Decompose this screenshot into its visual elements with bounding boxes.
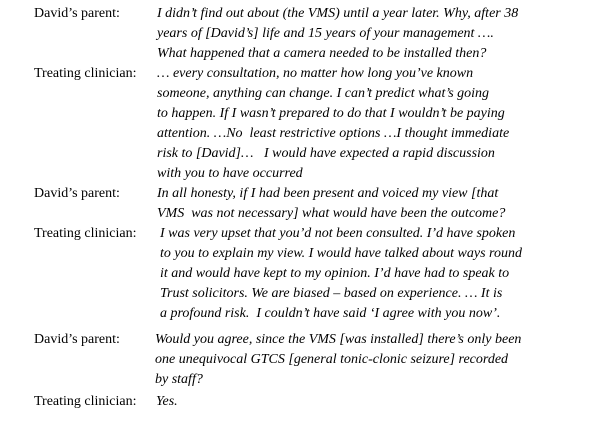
utterance-line: a profound risk. I couldn’t have said ‘I agree with you now’.: [160, 306, 501, 321]
utterance-line: risk to [David]… I would have expected a rapid discussion: [157, 146, 495, 161]
utterance-line: one unequivocal GTCS [general tonic-clonic seizure] recorded: [155, 352, 509, 367]
speaker-label: Treating clinician:: [34, 66, 137, 81]
utterance-line: to you to explain my view. I would have talked about ways round: [160, 246, 522, 261]
utterance-line: years of [David’s] life and 15 years of your management ….: [157, 26, 494, 41]
utterance-line: VMS was not necessary] what would have been the outcome?: [157, 206, 506, 221]
utterance-line: with you to have occurred: [157, 166, 303, 181]
speaker-label: Treating clinician:: [34, 226, 137, 241]
utterance-line: it and would have kept to my opinion. I’d have had to speak to: [160, 266, 510, 281]
utterance-line: What happened that a camera needed to be installed then?: [157, 46, 487, 61]
utterance-line: by staff?: [155, 372, 203, 387]
utterance-line: I was very upset that you’d not been consulted. I’d have spoken: [160, 226, 516, 241]
utterance-line: In all honesty, if I had been present and voiced my view [that: [157, 186, 499, 201]
utterance-line: Would you agree, since the VMS [was installed] there’s only been: [155, 332, 522, 347]
speaker-label: Treating clinician:: [34, 394, 137, 409]
utterance-line: I didn’t find out about (the VMS) until a year later. Why, after 38: [157, 6, 519, 21]
utterance-line: … every consultation, no matter how long you’ve known: [157, 66, 474, 81]
utterance-line: someone, anything can change. I can’t predict what’s going: [157, 86, 490, 101]
utterance-line: Trust solicitors. We are biased – based on experience. … It is: [160, 286, 503, 301]
utterance-line: attention. …No least restrictive options …I thought immediate: [157, 126, 510, 141]
utterance-line: Yes.: [156, 394, 178, 409]
utterance-line: to happen. If I wasn’t prepared to do that I wouldn’t be paying: [157, 106, 505, 121]
speaker-label: David’s parent:: [34, 186, 120, 201]
speaker-label: David’s parent:: [34, 6, 120, 21]
speaker-label: David’s parent:: [34, 332, 120, 347]
